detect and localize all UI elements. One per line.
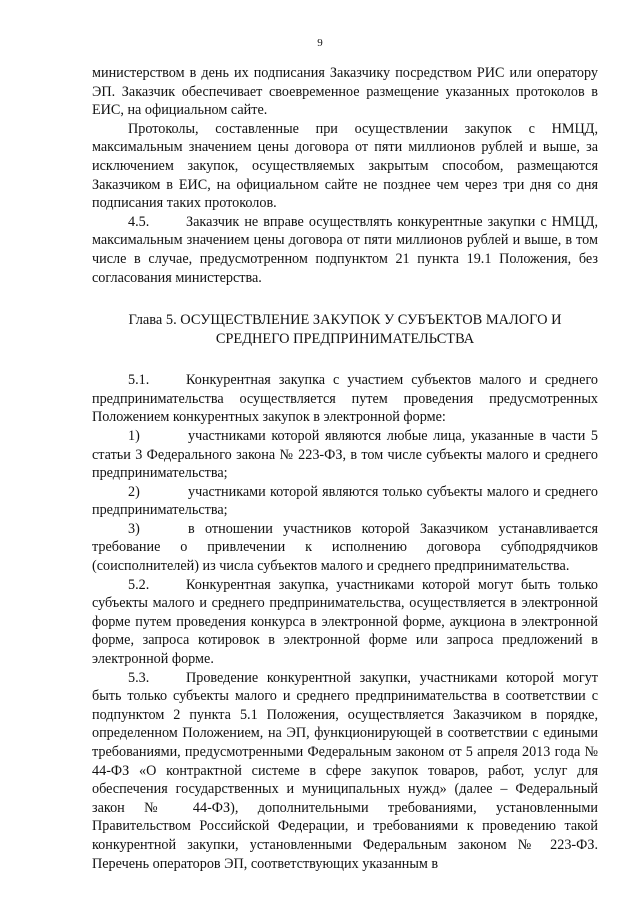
clause-number: 5.2. — [128, 576, 150, 593]
document-body — [92, 64, 598, 873]
clause-number: 4.5. — [128, 213, 150, 230]
clause-4-5 — [92, 213, 598, 287]
clause-number: 5.3. — [128, 669, 150, 686]
clause-text: Заказчик не вправе осуществлять конкурентные закупки с НМЦД, максимальным значением цены договора от пяти миллионов рублей и выше, в том числе в случае, предусмотренном подпунктом 21 пункта 19.1 Положения, без согласования министерства. — [92, 213, 598, 286]
list-item-text: участниками которой являются только субъекты малого и среднего предпринимательства; — [92, 483, 598, 519]
list-item-text: в отношении участников которой Заказчиком устанавливается требование о привлечении к исполнению договора субподрядчиков (соисполнителей) из числа субъектов малого и среднего предпринимательства. — [92, 520, 598, 575]
page-number: 9 — [317, 37, 323, 49]
list-item-2 — [92, 483, 598, 520]
clause-text: Проведение конкурентной закупки, участниками которой могут быть только субъекты малого и среднего предпринимательства в соответствии с подпунктом 2 пункта 5.1 Положения, осуществляется Заказчиком в порядке, определенном Положением, на ЭП, функционирующей в соответствии с едиными требованиями, предусмотренными Федеральным законом от 5 апреля 2013 года № 44-ФЗ «О контрактной системе в сфере закупок товаров, работ, услуг для обеспечения государственных и муниципальных нужд» (далее – Федеральный закон № 44-ФЗ), дополнительными требованиями, установленными Правительством Российской Федерации, и требованиями к проведению такой конкурентной закупки, установленными Федеральным законом № 223-ФЗ. Перечень операторов ЭП, соответствующих указанным в — [92, 669, 598, 872]
clause-5-3 — [92, 669, 598, 874]
clause-text: Конкурентная закупка с участием субъектов малого и среднего предпринимательства осуществляется путем проведения предусмотренных Положением конкурентных закупок в электронной форме: — [92, 372, 598, 426]
list-item-text: участниками которой являются любые лица, указанные в части 5 статьи 3 Федерального закона № 223-ФЗ, в том числе субъекты малого и среднего предпринимательства; — [92, 427, 598, 482]
list-item-number: 3) — [128, 520, 140, 537]
list-item-number: 2) — [128, 483, 140, 500]
clause-5-1 — [92, 371, 598, 427]
paragraph-protocols: Протоколы, составленные при осуществлении закупок с НМЦД, максимальным значением цены договора от пяти миллионов рублей и выше, за исключением закупок, осуществляемых закрытым способом, размещаются Заказчиком в ЕИС, на официальном сайте не позднее чем через три дня со дня подписания таких протоколов. — [92, 120, 598, 212]
chapter-heading — [92, 311, 598, 349]
chapter-heading-line-1: Глава 5. ОСУЩЕСТВЛЕНИЕ ЗАКУПОК У СУБЪЕКТОВ МАЛОГО И — [128, 312, 562, 329]
clause-number: 5.1. — [128, 372, 150, 389]
paragraph-continuation: министерством в день их подписания Заказчику посредством РИС или оператору ЭП. Заказчик обеспечивает своевременное размещение указанных протоколов в ЕИС, на официальном сайте. — [92, 65, 598, 119]
clause-5-2 — [92, 576, 598, 669]
list-item-1 — [92, 427, 598, 483]
clause-text: Конкурентная закупка, участниками которой могут быть только субъекты малого и среднего предпринимательства, осуществляется в электронной форме путем проведения конкурса в электронной форме, аукциона в электронной форме, запроса котировок в электронной форме или запроса предложений в электронной форме. — [92, 576, 598, 668]
list-item-3 — [92, 520, 598, 576]
chapter-heading-line-2: СРЕДНЕГО ПРЕДПРИНИМАТЕЛЬСТВА — [215, 331, 475, 348]
list-item-number: 1) — [128, 427, 140, 444]
